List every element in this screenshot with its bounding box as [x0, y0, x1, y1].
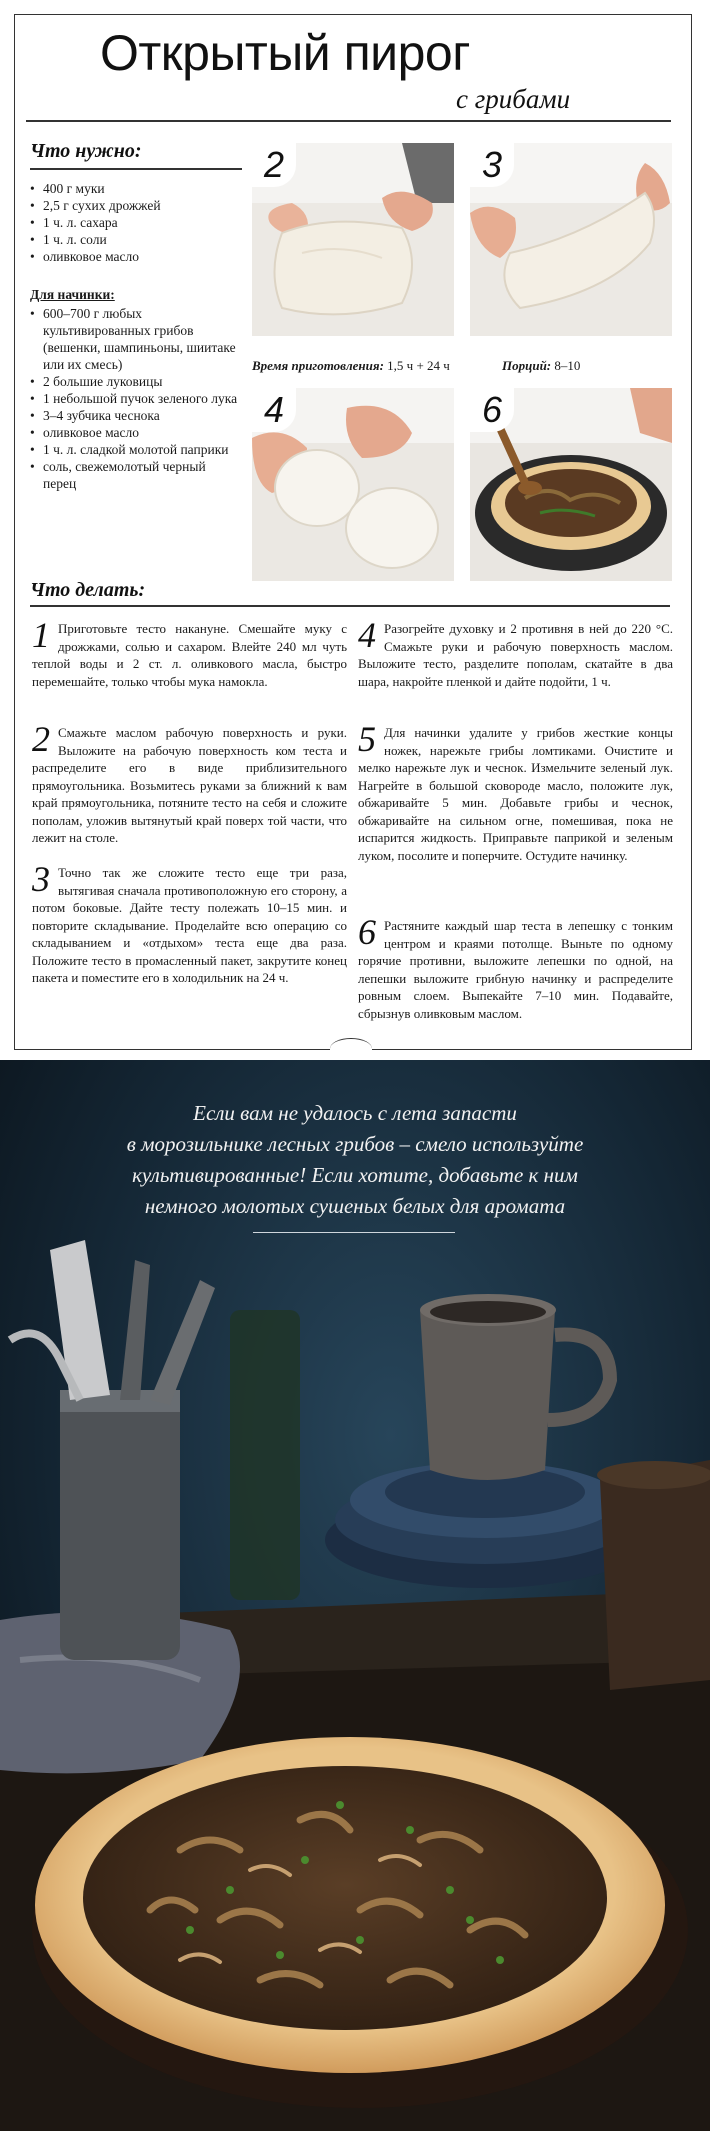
quote-line: в морозильнике лесных грибов – смело используйте [126, 1132, 584, 1156]
step-number: 1 [32, 615, 50, 655]
step-number: 2 [32, 719, 50, 759]
filling-item: • оливковое масло [30, 424, 242, 441]
tip-quote [60, 1098, 650, 1222]
quote-line: Если вам не удалось с лета запасти [193, 1101, 517, 1125]
filling-heading: Для начинки: [30, 287, 115, 302]
do-heading: Что делать: [30, 579, 146, 601]
step-1 [32, 615, 347, 690]
quote-line: немного молотых сушеных белых для аромата [144, 1194, 566, 1218]
step-photo-4 [252, 388, 454, 581]
photo-step-number: 3 [470, 143, 514, 187]
step-5 [358, 719, 673, 864]
step-text: Растяните каждый шар теста в лепешку с тонким центром и краями потолще. Выньте по одному горячие противни, выложите лепешки по одной, на лепешки выложите грибную начинку и распределите ровным слоем. Выпекайте 7–10 мин. Подавайте, сбрызнув оливковым маслом. [358, 918, 673, 1021]
step-3 [32, 859, 347, 987]
portions [502, 358, 580, 374]
ingredient-item: • 1 ч. л. соли [30, 231, 242, 248]
ingredient-item: • оливковое масло [30, 248, 242, 265]
cooking-time [252, 358, 450, 374]
ingredients-list [30, 180, 242, 265]
step-text: Смажьте маслом рабочую поверхность и руки. Выложите на рабочую поверхность ком теста и распределите его в виде приблизительного прямоугольника. Возьмитесь руками за ближний к вам край прямоугольника, потяните тесто на себя и сложите пополам, уложив вытянутый край поверх той части, что лежит на столе. [32, 725, 347, 845]
cooking-time-label: Время приготовления: [252, 358, 384, 373]
step-photo-6 [470, 388, 672, 581]
ingredient-item: • 400 г муки [30, 180, 242, 197]
step-number: 4 [358, 615, 376, 655]
filling-item: • 600–700 г любых культивированных грибов (вешенки, шампиньоны, шиитаке или их смесь) [30, 305, 242, 373]
cooking-time-value: 1,5 ч + 24 ч [387, 358, 450, 373]
step-text: Для начинки удалите у грибов жесткие концы ножек, нарежьте грибы ломтиками. Очистите и мелко нарежьте лук и чеснок. Измельчите зеленый лук. Нагрейте в большой сковороде масло, положите лук, обжаривайте 5 мин. Добавьте грибы и чеснок, обжаривайте на сильном огне, помешивая, пока не испарится жидкость. Приправьте паприкой и зеленым луком, посолите и поперчите. Остудите начинку. [358, 725, 673, 863]
step-text: Точно так же сложите тесто еще три раза, вытягивая сначала противоположную его сторону, а потом боковые. Дайте тесту полежать 10–15 мин. и повторите складывание. Проделайте всю операцию со складыванием и «отдыхом» теста еще два раза. Положите тесто в промасленный пакет, закрутите конец пакета и поместите его в холодильник на 24 ч. [32, 865, 347, 985]
needs-heading-rule [30, 168, 242, 170]
card-notch [330, 1038, 372, 1059]
ingredient-item: • 2,5 г сухих дрожжей [30, 197, 242, 214]
portions-value: 8–10 [554, 358, 581, 373]
step-6 [358, 912, 673, 1022]
recipe-title: Открытый пирог [100, 25, 470, 81]
filling-item: • соль, свежемолотый черный перец [30, 458, 242, 492]
step-number: 3 [32, 859, 50, 899]
recipe-subtitle: с грибами [456, 84, 571, 114]
photo-step-number: 4 [252, 388, 296, 432]
step-text: Разогрейте духовку и 2 противня в ней до 220 °С. Смажьте руки и рабочую поверхность маслом. Выложите тесто, разделите пополам, скатайте в два шара, накройте пленкой и дайте подойти, 1 ч. [358, 621, 673, 689]
step-number: 6 [358, 912, 376, 952]
filling-list [30, 305, 242, 492]
step-photo-2 [252, 143, 454, 336]
step-photo-3 [470, 143, 672, 336]
title-divider [26, 120, 671, 122]
photo-step-number: 6 [470, 388, 514, 432]
step-4 [358, 615, 673, 690]
ingredient-item: • 1 ч. л. сахара [30, 214, 242, 231]
photo-step-number: 2 [252, 143, 296, 187]
filling-item: • 3–4 зубчика чеснока [30, 407, 242, 424]
step-text: Приготовьте тесто накануне. Смешайте муку с дрожжами, солью и сахаром. Влейте 240 мл чуть теплой воды и 2 ст. л. оливкового масла, быстро перемешайте, только чтобы мука намокла. [32, 621, 347, 689]
quote-divider [253, 1232, 455, 1233]
step-2 [32, 719, 347, 847]
needs-heading: Что нужно: [30, 140, 142, 162]
step-number: 5 [358, 719, 376, 759]
portions-label: Порций: [502, 358, 552, 373]
quote-line: культивированные! Если хотите, добавьте к ним [132, 1163, 578, 1187]
do-heading-rule [30, 605, 670, 607]
filling-item: • 1 ч. л. сладкой молотой паприки [30, 441, 242, 458]
pie-photo-section [0, 1060, 710, 2131]
filling-item: • 2 большие луковицы [30, 373, 242, 390]
filling-item: • 1 небольшой пучок зеленого лука [30, 390, 242, 407]
